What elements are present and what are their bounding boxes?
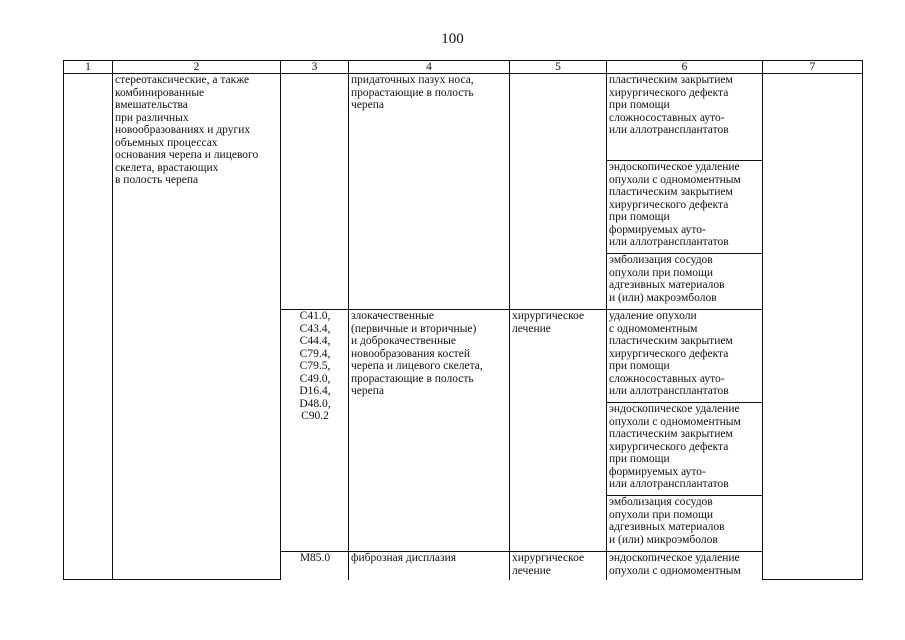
column-number-4: 4 [349,61,510,74]
column-number-7: 7 [763,61,863,74]
cell-icd-codes: C41.0, C43.4, C44.4, C79.4, C79.5, C49.0, D16.4, D48.0, C90.2 [281,310,349,552]
page-number: 100 [441,31,464,47]
cell-method: эндоскопическое удаление опухоли с одномоментным пластическим закрытием хирургического дефекта при помощи формируемых ауто- или аллотрансплантатов [607,161,763,254]
cell-condition: фиброзная дисплазия [349,552,510,580]
column-number-2: 2 [113,61,281,74]
cell-icd-codes [281,74,349,310]
table-row [64,74,863,161]
cell-condition: придаточных пазух носа, прорастающие в полость черепа [349,74,510,310]
cell-intervention-name: стереотаксические, а также комбинированные вмешательства при различных новообразованиях и других объемных процессах основания черепа и лицевого скелета, врастающих в полость черепа [113,74,281,580]
cell-method: эндоскопическое удаление опухоли с одномоментным пластическим закрытием хирургического дефекта при помощи формируемых ауто- или аллотрансплантатов [607,403,763,496]
cell-method: пластическим закрытием хирургического дефекта при помощи сложносоставных ауто- или аллотрансплантатов [607,74,763,161]
cell-method: эндоскопическое удаление опухоли с одномоментным [607,552,763,580]
cell-treatment-type: хирургическое лечение [510,310,607,552]
cell-method: эмболизация сосудов опухоли при помощи адгезивных материалов и (или) микроэмболов [607,496,763,552]
cell-treatment-type: хирургическое лечение [510,552,607,580]
cell-icd-codes: M85.0 [281,552,349,580]
table-header-row [64,61,863,74]
cell-treatment-type [510,74,607,310]
column-number-1: 1 [64,61,113,74]
column-number-6: 6 [607,61,763,74]
cell-method: эмболизация сосудов опухоли при помощи адгезивных материалов и (или) макроэмболов [607,254,763,310]
cell-method: удаление опухоли с одномоментным пластическим закрытием хирургического дефекта при помощи сложносоставных ауто- или аллотрансплантатов [607,310,763,403]
column-number-5: 5 [510,61,607,74]
cell-number [64,74,113,580]
cell-standard [763,74,863,580]
column-number-3: 3 [281,61,349,74]
cell-condition: злокачественные (первичные и вторичные) и доброкачественные новообразования костей черепа и лицевого скелета, прорастающие в полость черепа [349,310,510,552]
medical-care-table [63,60,863,580]
